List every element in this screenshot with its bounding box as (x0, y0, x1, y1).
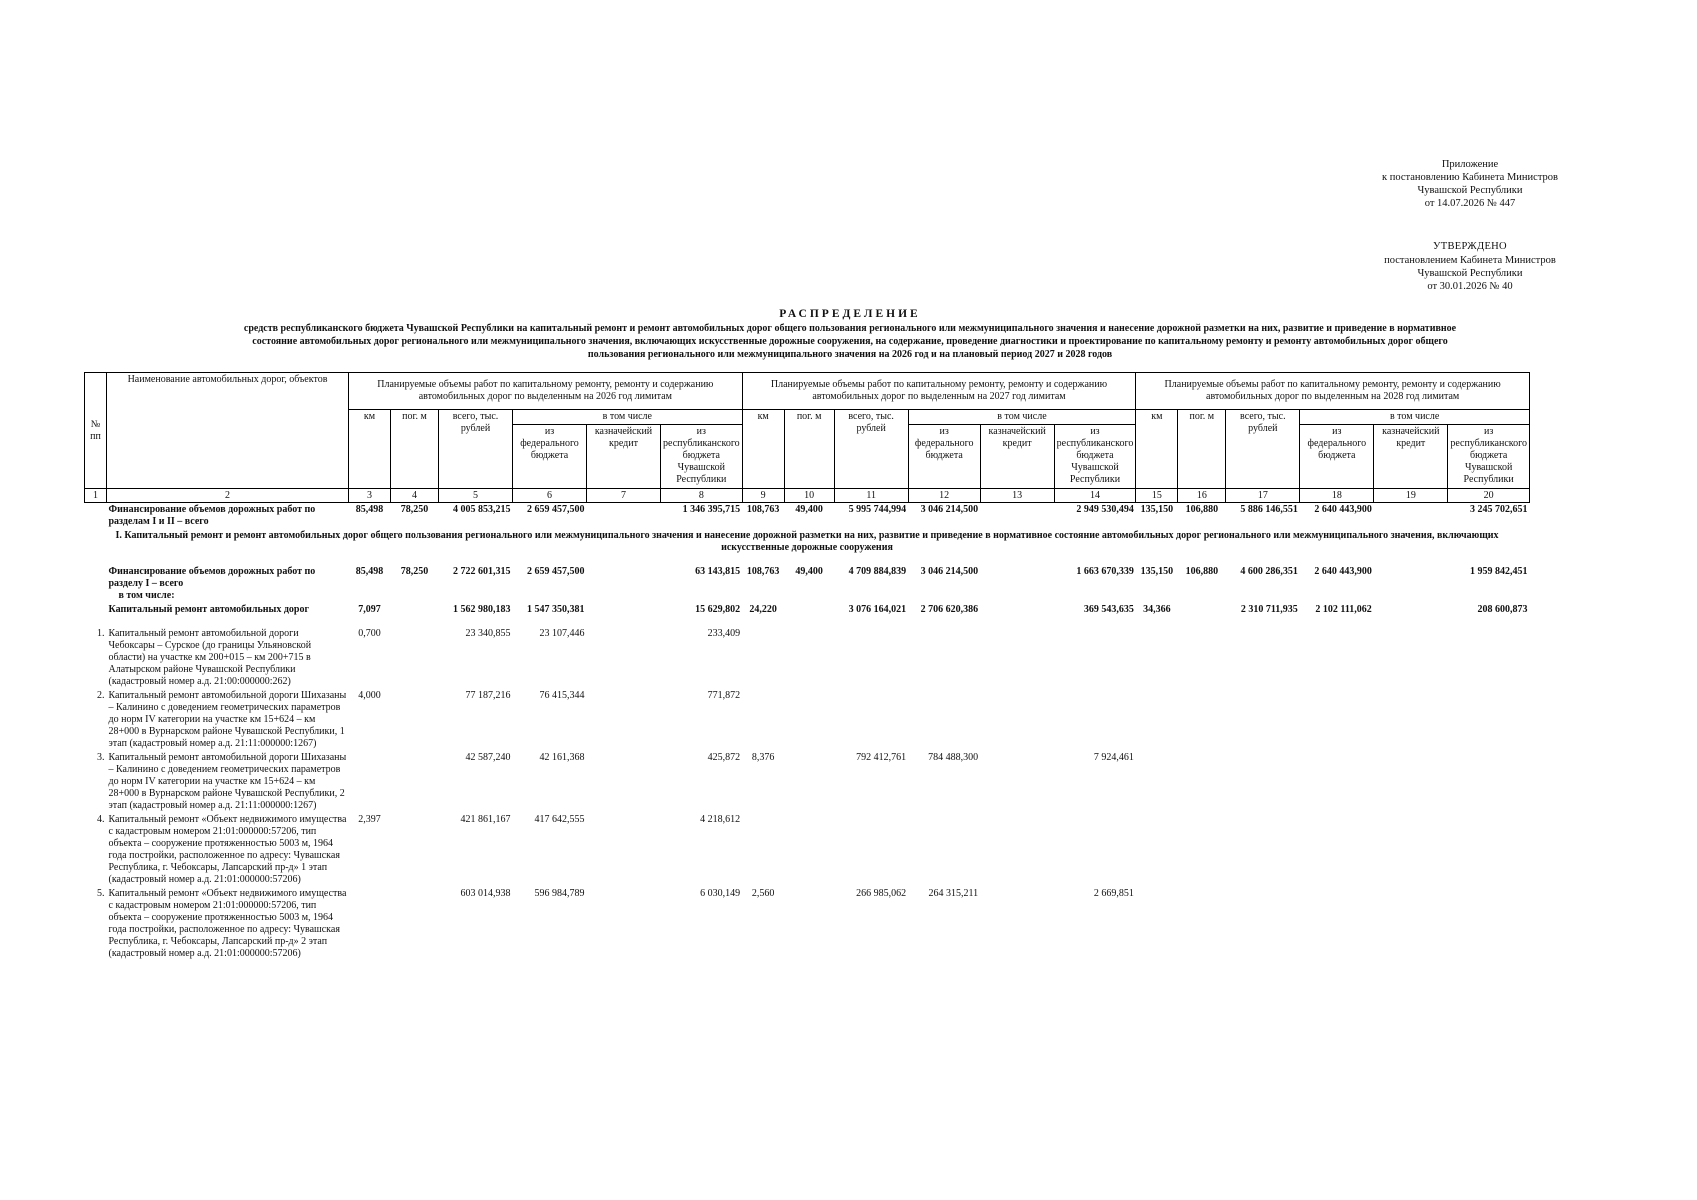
value-cell (1226, 751, 1300, 813)
column-number: 4 (391, 489, 439, 503)
value-cell (742, 813, 784, 887)
subtitle-line: пользования регионального или межмуниципального значения на 2026 год и на плановый период 2027 и 2028 годов (587, 349, 1113, 360)
value-cell: 2 102 111,062 (1315, 604, 1372, 615)
value-cell: 771,872 (707, 690, 741, 701)
value-cell (1054, 689, 1136, 751)
value-cell (1374, 887, 1448, 961)
value-cell: 425,872 (707, 752, 741, 763)
value-cell: 6 030,149 (700, 888, 741, 899)
value-cell: 1 959 842,451 (1469, 566, 1528, 577)
approval-line: Чувашской Республики (1417, 268, 1523, 279)
distribution-table (84, 372, 1530, 961)
value-cell (980, 627, 1054, 689)
value-cell (908, 813, 980, 887)
column-number: 2 (107, 489, 349, 503)
approval-line: от 30.01.2026 № 40 (1427, 281, 1513, 292)
value-cell (1374, 603, 1448, 617)
value-cell (391, 751, 439, 813)
column-number: 15 (1136, 489, 1178, 503)
value-cell: 2 640 443,900 (1314, 504, 1372, 515)
value-cell: 78,250 (400, 504, 429, 515)
capital-repair-name: Капитальный ремонт автомобильных дорог (108, 604, 310, 615)
value-cell: 3 046 214,500 (920, 566, 979, 577)
value-cell (784, 603, 834, 617)
header-name: Наименование автомобильных дорог, объектов (107, 373, 349, 489)
value-cell: 2 659 457,500 (527, 504, 585, 515)
value-cell (391, 689, 439, 751)
header-period-2027: Планируемые объемы работ по капитальному ремонту, ремонту и содержанию автомобильных дорог по выделенным на 2027 год лимитам (742, 373, 1136, 410)
value-cell (980, 751, 1054, 813)
value-cell (1374, 503, 1448, 530)
section-total-sublabel: в том числе: (118, 590, 175, 601)
value-cell (587, 813, 661, 887)
value-cell (1136, 813, 1178, 887)
header-republic: из республиканского бюджета Чувашской Республики (1054, 425, 1136, 489)
value-cell: 233,409 (707, 628, 741, 639)
table-row (85, 627, 1530, 689)
value-cell (742, 627, 784, 689)
value-cell (1300, 887, 1374, 961)
column-number: 3 (349, 489, 391, 503)
value-cell (1448, 689, 1530, 751)
value-cell: 135,150 (1140, 504, 1174, 515)
value-cell: 76 415,344 (539, 690, 585, 701)
value-cell (391, 813, 439, 887)
value-cell (1448, 751, 1530, 813)
value-cell: 1 547 350,381 (527, 604, 585, 615)
value-cell (980, 689, 1054, 751)
value-cell (1136, 689, 1178, 751)
value-cell: 369 543,635 (1083, 604, 1134, 615)
column-number: 16 (1178, 489, 1226, 503)
value-cell (742, 689, 784, 751)
value-cell (1300, 813, 1374, 887)
subtitle-line: средств республиканского бюджета Чувашской Республики на капитальный ремонт и ремонт автомобильных дорог общего пользования регионального или межмуниципального значения и нанесение дорожной разметки на них, развитие и приведение в нормативное (243, 323, 1457, 334)
value-cell: 4 005 853,215 (453, 504, 511, 515)
value-cell: 2 659 457,500 (527, 566, 585, 577)
value-cell: 23 340,855 (465, 628, 511, 639)
value-cell (1226, 813, 1300, 887)
header-treasury: казначейский кредит (587, 425, 661, 489)
value-cell (587, 887, 661, 961)
value-cell: 5 886 146,551 (1240, 504, 1298, 515)
header-incl: в том числе (513, 410, 743, 425)
annex-line: от 14.07.2026 № 447 (1424, 198, 1516, 209)
value-cell (980, 603, 1054, 617)
value-cell (1448, 627, 1530, 689)
value-cell: 78,250 (400, 566, 429, 577)
value-cell (1374, 565, 1448, 603)
value-cell (391, 627, 439, 689)
value-cell: 106,880 (1185, 504, 1219, 515)
value-cell (587, 689, 661, 751)
value-cell (1374, 689, 1448, 751)
value-cell: 5 995 744,994 (848, 504, 907, 515)
approval-stamp (1370, 240, 1570, 293)
value-cell: 2 669,851 (1093, 888, 1134, 899)
road-object-name: Капитальный ремонт «Объект недвижимого имущества с кадастровым номером 21:01:000000:57206, тип объекта – сооружение протяженностью 5003 м, 1964 года постройки, расположенное по адресу: Чувашская Республика, г. Чебоксары, Лапсарский пр-д» 2 этап (кадастровый номер а.д. 21:01:000000:57206) (108, 888, 347, 959)
value-cell: 4 709 884,839 (848, 566, 907, 577)
value-cell: 1 663 670,339 (1076, 566, 1134, 577)
value-cell: 2 722 601,315 (453, 566, 511, 577)
header-federal: из федерального бюджета (513, 425, 587, 489)
row-number: 3. (97, 752, 105, 763)
value-cell (1178, 813, 1226, 887)
value-cell (1374, 751, 1448, 813)
value-cell: 3 245 702,651 (1469, 504, 1528, 515)
column-number: 5 (439, 489, 513, 503)
column-number: 6 (513, 489, 587, 503)
value-cell (908, 689, 980, 751)
section-total-name (107, 565, 349, 603)
header-incl: в том числе (908, 410, 1136, 425)
value-cell (980, 813, 1054, 887)
header-federal: из федерального бюджета (908, 425, 980, 489)
value-cell (1300, 627, 1374, 689)
value-cell: 63 143,815 (695, 566, 741, 577)
value-cell (980, 565, 1054, 603)
header-total: всего, тыс. рублей (834, 410, 908, 489)
value-cell: 603 014,938 (460, 888, 511, 899)
value-cell (784, 813, 834, 887)
value-cell: 108,763 (746, 504, 780, 515)
value-cell: 264 315,211 (928, 888, 979, 899)
value-cell: 135,150 (1140, 566, 1174, 577)
value-cell: 3 046 214,500 (920, 504, 979, 515)
value-cell (1300, 689, 1374, 751)
header-total: всего, тыс. рублей (439, 410, 513, 489)
value-cell (1226, 887, 1300, 961)
value-cell (834, 689, 908, 751)
value-cell (1226, 627, 1300, 689)
section-title: I. Капитальный ремонт и ремонт автомобильных дорог общего пользования регионального или межмуниципального значения и нанесение дорожной разметки на них, развитие и приведение в нормативное состояние автомобильных дорог регионального или межмуниципального значения, включающих искусственные дорожные сооружения (115, 530, 1499, 553)
value-cell (1178, 887, 1226, 961)
value-cell: 2 640 443,900 (1314, 566, 1372, 577)
document-title: РАСПРЕДЕЛЕНИЕ (779, 308, 921, 320)
header-period-2028: Планируемые объемы работ по капитальному ремонту, ремонту и содержанию автомобильных дорог по выделенным на 2028 год лимитам (1136, 373, 1530, 410)
value-cell (1300, 751, 1374, 813)
value-cell (1226, 689, 1300, 751)
value-cell (784, 751, 834, 813)
header-treasury: казначейский кредит (980, 425, 1054, 489)
table-row (85, 887, 1530, 961)
column-number: 11 (834, 489, 908, 503)
annex-line: Приложение (1441, 159, 1499, 170)
column-number: 18 (1300, 489, 1374, 503)
value-cell: 8,376 (751, 752, 775, 763)
row-number: 1. (97, 628, 105, 639)
value-cell (834, 813, 908, 887)
value-cell (1448, 887, 1530, 961)
column-number: 1 (85, 489, 107, 503)
document-subtitle (160, 322, 1540, 361)
value-cell (587, 627, 661, 689)
header-treasury: казначейский кредит (1374, 425, 1448, 489)
header-federal: из федерального бюджета (1300, 425, 1374, 489)
value-cell (349, 751, 391, 813)
value-cell (1448, 813, 1530, 887)
value-cell: 15 629,802 (695, 604, 741, 615)
value-cell: 3 076 164,021 (848, 604, 907, 615)
column-number: 19 (1374, 489, 1448, 503)
value-cell: 42 161,368 (539, 752, 585, 763)
value-cell (349, 887, 391, 961)
column-number: 8 (661, 489, 743, 503)
road-object-name: Капитальный ремонт автомобильной дороги Шихазаны – Калинино с доведением геометрических параметров до норм IV категории на участке км 15+624 – км 28+000 в Вурнарском районе Чувашской Республики, 2 этап (кадастровый номер а.д. 21:11:000000:1267) (108, 752, 347, 811)
value-cell: 4 218,612 (700, 814, 741, 825)
table-row (85, 813, 1530, 887)
value-cell: 2,560 (751, 888, 775, 899)
table-row (85, 751, 1530, 813)
annex-line: Чувашской Республики (1417, 185, 1523, 196)
annex-line: к постановлению Кабинета Министров (1382, 172, 1558, 183)
value-cell: 0,700 (358, 628, 381, 639)
value-cell: 2,397 (358, 814, 381, 825)
value-cell: 1 346 395,715 (682, 504, 741, 515)
approval-title: УТВЕРЖДЕНО (1433, 241, 1507, 252)
column-number: 7 (587, 489, 661, 503)
value-cell: 7,097 (358, 604, 381, 615)
value-cell: 106,880 (1185, 566, 1219, 577)
subtitle-line: состояние автомобильных дорог регионального или межмуниципального значения, включающих искусственные дорожные сооружения, на содержание, проведение диагностики и проектирование по капитальному ремонту и ремонту автомобильных дорог общего (252, 336, 1448, 347)
header-total: всего, тыс. рублей (1226, 410, 1300, 489)
header-no: № пп (85, 373, 107, 489)
value-cell (834, 627, 908, 689)
value-cell: 24,220 (749, 604, 777, 615)
value-cell: 421 861,167 (460, 814, 511, 825)
value-cell (587, 503, 661, 530)
header-km: км (742, 410, 784, 489)
total-row (85, 503, 1530, 530)
column-number: 10 (784, 489, 834, 503)
column-number: 14 (1054, 489, 1136, 503)
column-number: 20 (1448, 489, 1530, 503)
value-cell: 49,400 (795, 504, 823, 515)
row-number: 4. (97, 814, 105, 825)
value-cell: 85,498 (355, 566, 384, 577)
value-cell (1136, 751, 1178, 813)
value-cell (980, 887, 1054, 961)
value-cell: 34,366 (1143, 604, 1171, 615)
section-row (85, 529, 1530, 555)
value-cell (1136, 627, 1178, 689)
header-pog-m: пог. м (1178, 410, 1226, 489)
value-cell (1054, 813, 1136, 887)
value-cell: 4 600 286,351 (1240, 566, 1298, 577)
value-cell: 42 587,240 (465, 752, 511, 763)
value-cell: 49,400 (795, 566, 823, 577)
table-row (85, 689, 1530, 751)
value-cell: 108,763 (746, 566, 780, 577)
value-cell (391, 887, 439, 961)
value-cell (1374, 813, 1448, 887)
column-number: 12 (908, 489, 980, 503)
value-cell (1374, 627, 1448, 689)
value-cell: 2 949 530,494 (1076, 504, 1134, 515)
value-cell: 208 600,873 (1477, 604, 1528, 615)
section-total-row (85, 565, 1530, 603)
header-republic: из республиканского бюджета Чувашской Республики (661, 425, 743, 489)
header-republic: из республиканского бюджета Чувашской Республики (1448, 425, 1530, 489)
value-cell (587, 751, 661, 813)
value-cell (1178, 689, 1226, 751)
value-cell: 4,000 (358, 690, 381, 701)
value-cell (587, 603, 661, 617)
value-cell: 2 706 620,386 (920, 604, 979, 615)
value-cell: 784 488,300 (928, 752, 979, 763)
header-incl: в том числе (1300, 410, 1530, 425)
approval-line: постановлением Кабинета Министров (1384, 255, 1556, 266)
value-cell: 596 984,789 (534, 888, 585, 899)
value-cell: 417 642,555 (534, 814, 585, 825)
value-cell: 792 412,761 (856, 752, 907, 763)
road-object-name: Капитальный ремонт «Объект недвижимого имущества с кадастровым номером 21:01:000000:57206, тип объекта – сооружение протяженностью 5003 м, 1964 года постройки, расположенное по адресу: Чувашская Республика, г. Чебоксары, Лапсарский пр-д» 1 этап (кадастровый номер а.д. 21:01:000000:57206) (108, 814, 347, 885)
annex-stamp (1370, 158, 1570, 210)
value-cell (1178, 627, 1226, 689)
items-body (85, 627, 1530, 961)
capital-repair-row (85, 603, 1530, 617)
road-object-name: Капитальный ремонт автомобильной дороги Чебоксары – Сурское (до границы Ульяновской области) на участке км 200+015 – км 200+715 в Алатырском районе Чувашской Республики (кадастровый номер а.д. 21:00:000000:262) (108, 628, 312, 687)
value-cell (391, 603, 439, 617)
value-cell (784, 887, 834, 961)
value-cell: 7 924,461 (1093, 752, 1134, 763)
value-cell (1178, 603, 1226, 617)
row-number: 5. (97, 888, 105, 899)
header-km: км (349, 410, 391, 489)
row-number: 2. (97, 690, 105, 701)
value-cell: 23 107,446 (539, 628, 585, 639)
value-cell (587, 565, 661, 603)
header-period-2026: Планируемые объемы работ по капитальному ремонту, ремонту и содержанию автомобильных дорог по выделенным на 2026 год лимитам (349, 373, 743, 410)
value-cell (784, 627, 834, 689)
value-cell (1136, 887, 1178, 961)
column-number: 17 (1226, 489, 1300, 503)
value-cell (784, 689, 834, 751)
header-km: км (1136, 410, 1178, 489)
column-number: 13 (980, 489, 1054, 503)
column-number-row (85, 489, 1530, 503)
value-cell: 266 985,062 (856, 888, 907, 899)
header-pog-m: пог. м (391, 410, 439, 489)
value-cell (1178, 751, 1226, 813)
value-cell: 1 562 980,183 (453, 604, 511, 615)
value-cell (908, 627, 980, 689)
total-row-name: Финансирование объемов дорожных работ по разделам I и II – всего (108, 504, 316, 527)
section-total-label: Финансирование объемов дорожных работ по разделу I – всего (108, 566, 316, 589)
value-cell: 85,498 (355, 504, 384, 515)
header-pog-m: пог. м (784, 410, 834, 489)
value-cell (980, 503, 1054, 530)
header-row-periods (85, 373, 1530, 410)
value-cell: 77 187,216 (465, 690, 511, 701)
column-number: 9 (742, 489, 784, 503)
value-cell: 2 310 711,935 (1240, 604, 1298, 615)
road-object-name: Капитальный ремонт автомобильной дороги Шихазаны – Калинино с доведением геометрических параметров до норм IV категории на участке км 15+624 – км 28+000 в Вурнарском районе Чувашской Республики, 1 этап (кадастровый номер а.д. 21:11:000000:1267) (108, 690, 347, 749)
value-cell (1054, 627, 1136, 689)
